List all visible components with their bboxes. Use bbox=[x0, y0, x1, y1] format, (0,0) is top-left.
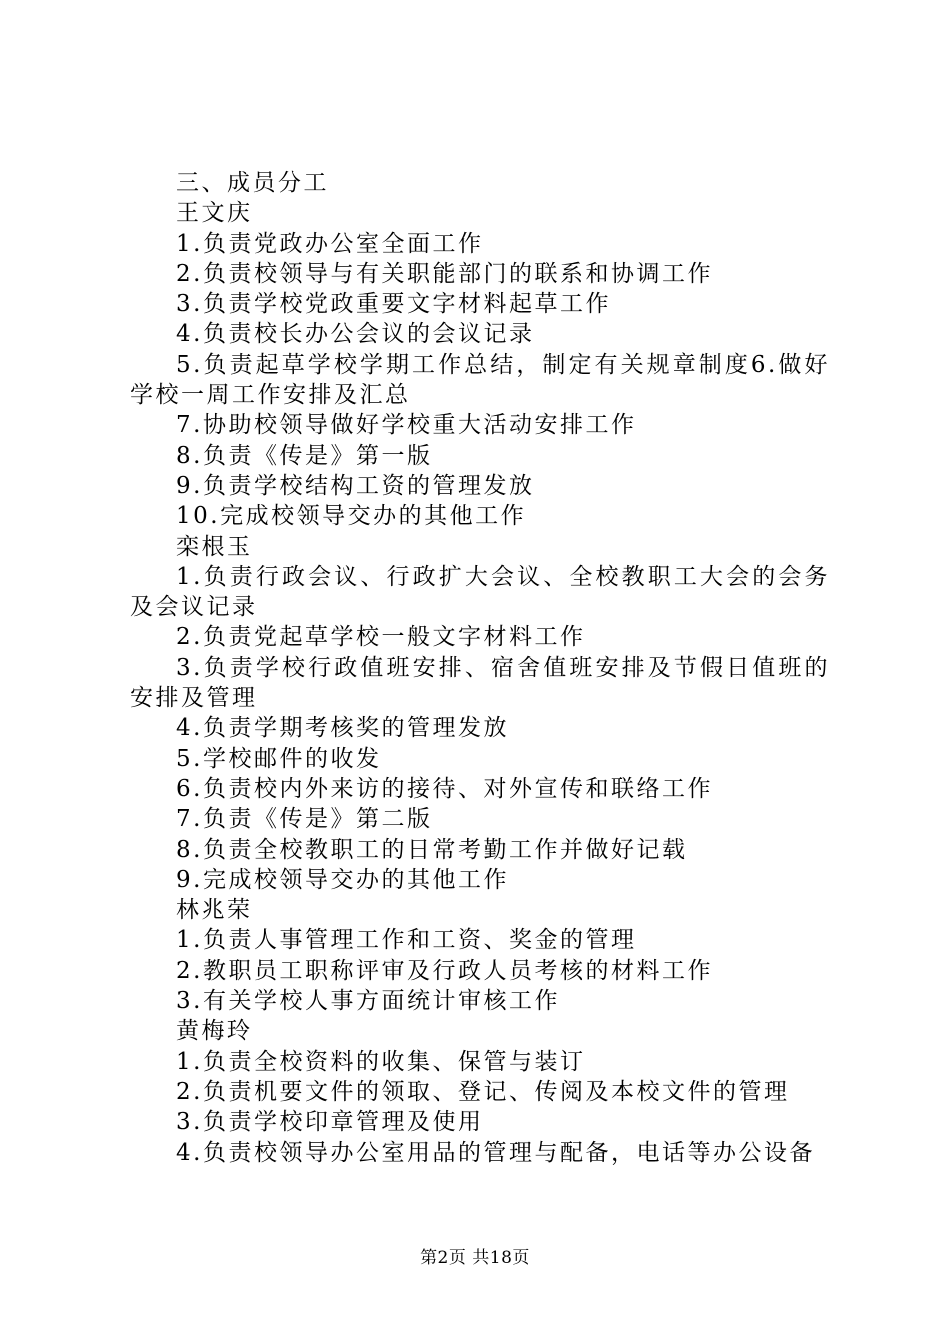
duty-item: 8.负责《传是》第一版 bbox=[176, 442, 433, 469]
duty-item: 5.负责起草学校学期工作总结，制定有关规章制度6.做好学校一周工作安排及汇总 bbox=[130, 351, 830, 409]
duty-item: 9.完成校领导交办的其他工作 bbox=[176, 866, 509, 893]
duty-item: 2.负责党起草学校一般文字材料工作 bbox=[176, 624, 586, 651]
duty-item: 9.负责学校结构工资的管理发放 bbox=[176, 472, 535, 499]
duty-item: 2.教职员工职称评审及行政人员考核的材料工作 bbox=[176, 957, 713, 984]
duty-item: 6.负责校内外来访的接待、对外宣传和联络工作 bbox=[176, 775, 713, 802]
member-name: 栾根玉 bbox=[176, 533, 253, 560]
duty-item: 4.负责校领导办公室用品的管理与配备，电话等办公设备 bbox=[176, 1139, 815, 1166]
duty-item: 1.负责党政办公室全面工作 bbox=[176, 230, 484, 257]
duty-item: 1.负责行政会议、行政扩大会议、全校教职工大会的会务及会议记录 bbox=[130, 563, 830, 621]
section-title: 三、成员分工 bbox=[176, 170, 329, 196]
duty-item: 4.负责学期考核奖的管理发放 bbox=[176, 715, 509, 742]
member-name: 王文庆 bbox=[176, 200, 253, 227]
duty-item: 2.负责校领导与有关职能部门的联系和协调工作 bbox=[176, 260, 713, 287]
duty-item: 3.有关学校人事方面统计审核工作 bbox=[176, 988, 560, 1015]
duty-item: 5.学校邮件的收发 bbox=[176, 745, 382, 772]
duty-item: 3.负责学校党政重要文字材料起草工作 bbox=[176, 291, 611, 318]
duty-item: 1.负责全校资料的收集、保管与装订 bbox=[176, 1048, 586, 1075]
document-body bbox=[130, 168, 830, 1168]
duty-item: 3.负责学校印章管理及使用 bbox=[176, 1109, 484, 1136]
duty-item: 10.完成校领导交办的其他工作 bbox=[176, 503, 527, 530]
member-name: 林兆荣 bbox=[176, 897, 253, 924]
page-footer: 第2页 共18页 bbox=[420, 1248, 530, 1268]
duty-item: 8.负责全校教职工的日常考勤工作并做好记载 bbox=[176, 836, 688, 863]
member-name: 黄梅玲 bbox=[176, 1018, 253, 1045]
duty-item: 1.负责人事管理工作和工资、奖金的管理 bbox=[176, 927, 637, 954]
duty-item: 2.负责机要文件的领取、登记、传阅及本校文件的管理 bbox=[176, 1078, 790, 1105]
duty-item: 3.负责学校行政值班安排、宿舍值班安排及节假日值班的安排及管理 bbox=[130, 654, 830, 712]
duty-item: 7.负责《传是》第二版 bbox=[176, 806, 433, 833]
duty-item: 7.协助校领导做好学校重大活动安排工作 bbox=[176, 412, 637, 439]
duty-item: 4.负责校长办公会议的会议记录 bbox=[176, 321, 535, 348]
